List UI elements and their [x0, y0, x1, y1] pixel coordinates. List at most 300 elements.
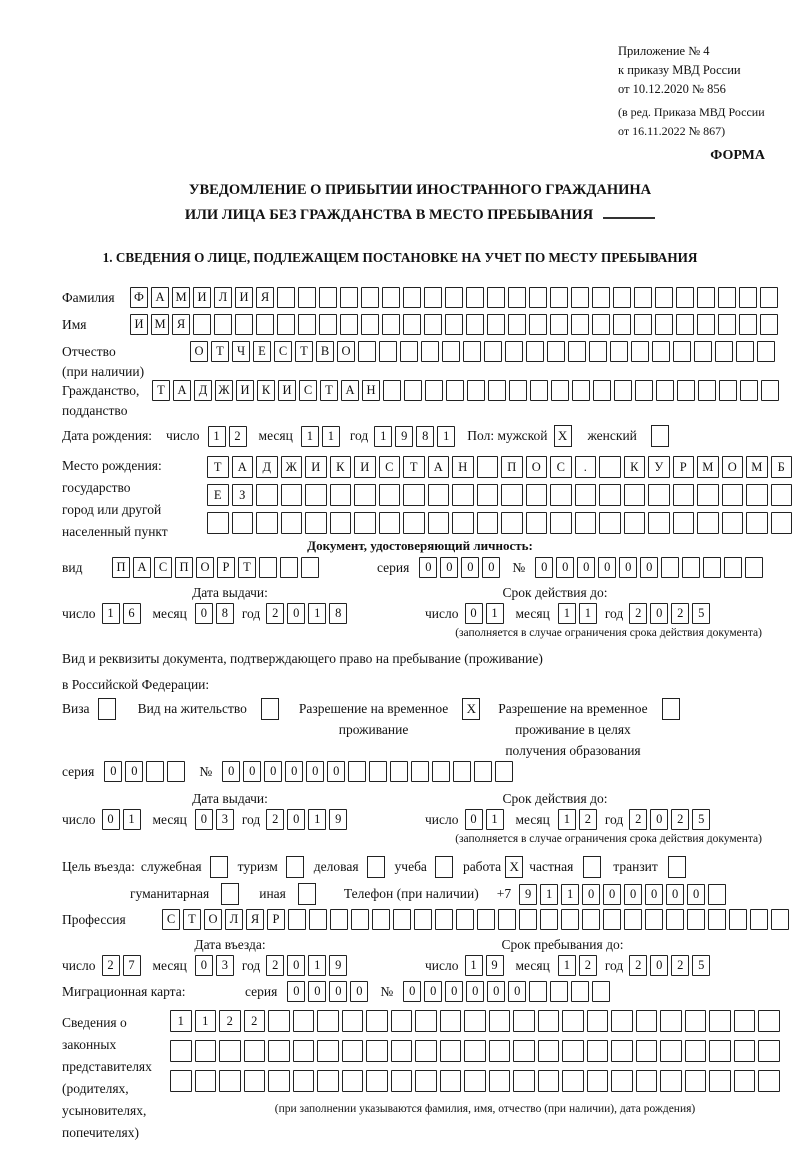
form-cell[interactable] — [474, 761, 492, 782]
form-cell[interactable]: 0 — [556, 557, 574, 578]
form-cell[interactable] — [636, 1010, 658, 1032]
form-cell[interactable]: 8 — [216, 603, 234, 624]
form-cell[interactable] — [508, 314, 526, 335]
form-cell[interactable] — [361, 314, 379, 335]
form-cell[interactable] — [372, 909, 390, 930]
form-cell[interactable]: 1 — [308, 603, 326, 624]
form-cell[interactable]: Ж — [281, 456, 303, 478]
form-cell[interactable] — [648, 512, 670, 534]
form-cell[interactable] — [256, 512, 278, 534]
form-cell[interactable]: 9 — [519, 884, 537, 905]
form-cell[interactable] — [550, 981, 568, 1002]
form-cell[interactable] — [540, 909, 558, 930]
form-cell[interactable]: 0 — [640, 557, 658, 578]
form-cell[interactable]: С — [162, 909, 180, 930]
form-cell[interactable]: 2 — [102, 955, 120, 976]
form-cell[interactable] — [603, 909, 621, 930]
form-cell[interactable]: 1 — [437, 426, 455, 447]
form-cell[interactable] — [587, 1040, 609, 1062]
form-cell[interactable] — [722, 484, 744, 506]
form-cell[interactable]: Я — [246, 909, 264, 930]
form-cell[interactable]: М — [746, 456, 768, 478]
form-cell[interactable] — [682, 557, 700, 578]
form-cell[interactable] — [421, 341, 439, 362]
form-cell[interactable] — [428, 512, 450, 534]
form-cell[interactable] — [655, 314, 673, 335]
form-cell[interactable]: К — [624, 456, 646, 478]
form-cell[interactable] — [495, 761, 513, 782]
form-cell[interactable]: Л — [214, 287, 232, 308]
form-cell[interactable]: 0 — [287, 809, 305, 830]
form-cell[interactable] — [489, 1040, 511, 1062]
form-cell[interactable]: 2 — [671, 955, 689, 976]
form-cell[interactable] — [708, 884, 726, 905]
form-cell[interactable]: 0 — [466, 981, 484, 1002]
form-cell[interactable]: 1 — [308, 809, 326, 830]
form-cell[interactable] — [509, 380, 527, 401]
form-cell[interactable]: Т — [183, 909, 201, 930]
form-cell[interactable] — [277, 314, 295, 335]
form-cell[interactable]: 0 — [329, 981, 347, 1002]
form-cell[interactable]: С — [550, 456, 572, 478]
form-cell[interactable]: Т — [403, 456, 425, 478]
form-cell[interactable] — [599, 484, 621, 506]
form-cell[interactable] — [244, 1040, 266, 1062]
form-cell[interactable] — [477, 456, 499, 478]
form-cell[interactable] — [456, 909, 474, 930]
form-cell[interactable] — [572, 380, 590, 401]
form-cell[interactable] — [746, 512, 768, 534]
form-cell[interactable] — [452, 512, 474, 534]
form-cell[interactable] — [550, 484, 572, 506]
form-cell[interactable]: 0 — [222, 761, 240, 782]
form-cell[interactable]: . — [575, 456, 597, 478]
form-cell[interactable]: 8 — [416, 426, 434, 447]
form-cell[interactable]: 0 — [104, 761, 122, 782]
form-cell[interactable] — [660, 1010, 682, 1032]
form-cell[interactable] — [660, 1070, 682, 1092]
form-cell[interactable] — [550, 314, 568, 335]
form-cell[interactable] — [298, 287, 316, 308]
form-cell[interactable] — [697, 512, 719, 534]
form-cell[interactable] — [393, 909, 411, 930]
form-cell[interactable] — [464, 1040, 486, 1062]
form-cell[interactable]: 0 — [264, 761, 282, 782]
form-cell[interactable]: 1 — [170, 1010, 192, 1032]
form-cell[interactable]: С — [299, 380, 317, 401]
form-cell[interactable]: 0 — [650, 955, 668, 976]
form-cell[interactable]: 2 — [629, 603, 647, 624]
form-cell[interactable] — [277, 287, 295, 308]
form-cell[interactable] — [305, 512, 327, 534]
form-cell[interactable]: 0 — [582, 884, 600, 905]
form-cell[interactable] — [342, 1040, 364, 1062]
form-cell[interactable] — [330, 484, 352, 506]
form-cell[interactable]: 9 — [486, 955, 504, 976]
form-cell[interactable] — [571, 981, 589, 1002]
sex-female-checkbox[interactable] — [651, 425, 669, 447]
form-cell[interactable] — [722, 512, 744, 534]
form-cell[interactable] — [167, 761, 185, 782]
form-cell[interactable] — [599, 456, 621, 478]
form-cell[interactable] — [342, 1010, 364, 1032]
form-cell[interactable] — [259, 557, 277, 578]
form-cell[interactable] — [758, 1010, 780, 1032]
form-cell[interactable] — [715, 341, 733, 362]
form-cell[interactable]: 0 — [287, 981, 305, 1002]
form-cell[interactable] — [477, 484, 499, 506]
form-cell[interactable] — [268, 1010, 290, 1032]
form-cell[interactable]: 5 — [692, 809, 710, 830]
form-cell[interactable] — [484, 341, 502, 362]
form-cell[interactable] — [358, 341, 376, 362]
form-cell[interactable]: 0 — [424, 981, 442, 1002]
form-cell[interactable]: И — [305, 456, 327, 478]
form-cell[interactable] — [624, 909, 642, 930]
form-cell[interactable] — [505, 341, 523, 362]
form-cell[interactable] — [760, 314, 778, 335]
form-cell[interactable] — [547, 341, 565, 362]
form-cell[interactable]: 3 — [216, 809, 234, 830]
form-cell[interactable] — [709, 1070, 731, 1092]
form-cell[interactable] — [464, 1010, 486, 1032]
form-cell[interactable] — [317, 1070, 339, 1092]
form-cell[interactable] — [697, 484, 719, 506]
temp-residence-education-checkbox[interactable] — [662, 698, 680, 720]
form-cell[interactable]: У — [648, 456, 670, 478]
form-cell[interactable]: 0 — [687, 884, 705, 905]
form-cell[interactable] — [428, 484, 450, 506]
form-cell[interactable] — [614, 380, 632, 401]
form-cell[interactable] — [342, 1070, 364, 1092]
form-cell[interactable]: 1 — [102, 603, 120, 624]
form-cell[interactable] — [634, 287, 652, 308]
form-cell[interactable]: О — [196, 557, 214, 578]
form-cell[interactable] — [718, 287, 736, 308]
form-cell[interactable]: 0 — [195, 809, 213, 830]
form-cell[interactable] — [305, 484, 327, 506]
form-cell[interactable]: Т — [238, 557, 256, 578]
form-cell[interactable] — [771, 909, 789, 930]
form-cell[interactable] — [685, 1040, 707, 1062]
purpose-official-checkbox[interactable] — [210, 856, 228, 878]
form-cell[interactable]: 0 — [650, 603, 668, 624]
form-cell[interactable]: 2 — [629, 955, 647, 976]
form-cell[interactable]: 0 — [287, 955, 305, 976]
form-cell[interactable]: 0 — [535, 557, 553, 578]
form-cell[interactable]: 0 — [350, 981, 368, 1002]
form-cell[interactable]: 1 — [301, 426, 319, 447]
form-cell[interactable] — [636, 1070, 658, 1092]
form-cell[interactable]: 2 — [266, 955, 284, 976]
form-cell[interactable] — [195, 1040, 217, 1062]
form-cell[interactable] — [562, 1010, 584, 1032]
form-cell[interactable] — [268, 1040, 290, 1062]
form-cell[interactable] — [592, 981, 610, 1002]
form-cell[interactable] — [635, 380, 653, 401]
form-cell[interactable] — [660, 1040, 682, 1062]
form-cell[interactable]: И — [354, 456, 376, 478]
form-cell[interactable] — [761, 380, 779, 401]
form-cell[interactable]: М — [151, 314, 169, 335]
form-cell[interactable] — [415, 1010, 437, 1032]
form-cell[interactable] — [771, 512, 793, 534]
form-cell[interactable]: Т — [295, 341, 313, 362]
form-cell[interactable]: А — [341, 380, 359, 401]
form-cell[interactable] — [513, 1040, 535, 1062]
form-cell[interactable]: 1 — [561, 884, 579, 905]
form-cell[interactable] — [442, 341, 460, 362]
form-cell[interactable] — [382, 287, 400, 308]
form-cell[interactable] — [571, 287, 589, 308]
form-cell[interactable]: К — [330, 456, 352, 478]
form-cell[interactable] — [575, 512, 597, 534]
form-cell[interactable]: Н — [362, 380, 380, 401]
form-cell[interactable]: О — [526, 456, 548, 478]
form-cell[interactable] — [526, 512, 548, 534]
purpose-work-checkbox[interactable]: X — [505, 856, 523, 878]
form-cell[interactable] — [411, 761, 429, 782]
form-cell[interactable] — [599, 512, 621, 534]
form-cell[interactable] — [281, 512, 303, 534]
form-cell[interactable]: 0 — [650, 809, 668, 830]
form-cell[interactable] — [256, 314, 274, 335]
form-cell[interactable] — [724, 557, 742, 578]
form-cell[interactable]: 0 — [125, 761, 143, 782]
form-cell[interactable]: 1 — [558, 809, 576, 830]
form-cell[interactable] — [379, 512, 401, 534]
form-cell[interactable] — [170, 1070, 192, 1092]
form-cell[interactable]: Б — [771, 456, 793, 478]
form-cell[interactable] — [513, 1070, 535, 1092]
form-cell[interactable] — [293, 1010, 315, 1032]
form-cell[interactable] — [351, 909, 369, 930]
form-cell[interactable]: С — [274, 341, 292, 362]
form-cell[interactable] — [489, 1070, 511, 1092]
form-cell[interactable] — [445, 314, 463, 335]
form-cell[interactable] — [703, 557, 721, 578]
form-cell[interactable] — [340, 287, 358, 308]
form-cell[interactable]: З — [232, 484, 254, 506]
form-cell[interactable]: 0 — [243, 761, 261, 782]
form-cell[interactable] — [404, 380, 422, 401]
form-cell[interactable]: О — [204, 909, 222, 930]
form-cell[interactable] — [383, 380, 401, 401]
form-cell[interactable]: 0 — [195, 955, 213, 976]
form-cell[interactable] — [538, 1010, 560, 1032]
form-cell[interactable] — [736, 341, 754, 362]
form-cell[interactable] — [467, 380, 485, 401]
form-cell[interactable] — [487, 314, 505, 335]
purpose-other-checkbox[interactable] — [298, 883, 316, 905]
form-cell[interactable] — [379, 341, 397, 362]
form-cell[interactable] — [709, 1010, 731, 1032]
visa-checkbox[interactable] — [98, 698, 116, 720]
form-cell[interactable] — [207, 512, 229, 534]
form-cell[interactable] — [489, 1010, 511, 1032]
form-cell[interactable] — [624, 484, 646, 506]
form-cell[interactable]: 0 — [287, 603, 305, 624]
form-cell[interactable] — [508, 287, 526, 308]
form-cell[interactable] — [391, 1070, 413, 1092]
form-cell[interactable]: 6 — [123, 603, 141, 624]
form-cell[interactable]: И — [278, 380, 296, 401]
form-cell[interactable] — [568, 341, 586, 362]
form-cell[interactable] — [440, 1040, 462, 1062]
form-cell[interactable] — [382, 314, 400, 335]
form-cell[interactable]: П — [501, 456, 523, 478]
form-cell[interactable] — [734, 1010, 756, 1032]
form-cell[interactable]: 1 — [486, 809, 504, 830]
form-cell[interactable] — [195, 1070, 217, 1092]
form-cell[interactable]: 2 — [219, 1010, 241, 1032]
form-cell[interactable]: 0 — [666, 884, 684, 905]
form-cell[interactable] — [676, 314, 694, 335]
form-cell[interactable] — [734, 1040, 756, 1062]
form-cell[interactable]: Ч — [232, 341, 250, 362]
form-cell[interactable] — [562, 1070, 584, 1092]
form-cell[interactable] — [538, 1040, 560, 1062]
form-cell[interactable]: 9 — [329, 955, 347, 976]
form-cell[interactable] — [477, 512, 499, 534]
form-cell[interactable]: 2 — [671, 809, 689, 830]
form-cell[interactable]: 5 — [692, 955, 710, 976]
form-cell[interactable] — [613, 314, 631, 335]
form-cell[interactable] — [739, 314, 757, 335]
form-cell[interactable] — [244, 1070, 266, 1092]
form-cell[interactable] — [366, 1070, 388, 1092]
form-cell[interactable] — [550, 512, 572, 534]
form-cell[interactable]: А — [232, 456, 254, 478]
form-cell[interactable] — [624, 512, 646, 534]
form-cell[interactable]: 0 — [195, 603, 213, 624]
form-cell[interactable] — [611, 1010, 633, 1032]
form-cell[interactable] — [452, 484, 474, 506]
form-cell[interactable] — [366, 1040, 388, 1062]
form-cell[interactable] — [391, 1010, 413, 1032]
form-cell[interactable] — [232, 512, 254, 534]
form-cell[interactable]: 2 — [266, 809, 284, 830]
purpose-study-checkbox[interactable] — [435, 856, 453, 878]
form-cell[interactable]: 1 — [558, 955, 576, 976]
purpose-business-checkbox[interactable] — [367, 856, 385, 878]
form-cell[interactable]: 0 — [403, 981, 421, 1002]
form-cell[interactable] — [440, 1010, 462, 1032]
form-cell[interactable]: 0 — [624, 884, 642, 905]
form-cell[interactable] — [758, 1040, 780, 1062]
form-cell[interactable] — [673, 341, 691, 362]
form-cell[interactable] — [435, 909, 453, 930]
form-cell[interactable] — [446, 380, 464, 401]
form-cell[interactable] — [694, 341, 712, 362]
form-cell[interactable]: Т — [152, 380, 170, 401]
form-cell[interactable]: 0 — [465, 809, 483, 830]
form-cell[interactable] — [354, 512, 376, 534]
form-cell[interactable] — [631, 341, 649, 362]
form-cell[interactable] — [268, 1070, 290, 1092]
form-cell[interactable] — [636, 1040, 658, 1062]
form-cell[interactable] — [464, 1070, 486, 1092]
form-cell[interactable]: О — [190, 341, 208, 362]
form-cell[interactable] — [661, 557, 679, 578]
form-cell[interactable] — [440, 1070, 462, 1092]
form-cell[interactable] — [219, 1040, 241, 1062]
form-cell[interactable]: Р — [267, 909, 285, 930]
form-cell[interactable]: С — [154, 557, 172, 578]
form-cell[interactable] — [466, 314, 484, 335]
form-cell[interactable] — [330, 909, 348, 930]
form-cell[interactable]: Ф — [130, 287, 148, 308]
form-cell[interactable] — [170, 1040, 192, 1062]
form-cell[interactable]: 0 — [603, 884, 621, 905]
form-cell[interactable] — [613, 287, 631, 308]
form-cell[interactable]: К — [257, 380, 275, 401]
form-cell[interactable] — [648, 484, 670, 506]
form-cell[interactable] — [488, 380, 506, 401]
form-cell[interactable] — [593, 380, 611, 401]
form-cell[interactable]: 1 — [558, 603, 576, 624]
form-cell[interactable]: Н — [452, 456, 474, 478]
form-cell[interactable]: 0 — [645, 884, 663, 905]
form-cell[interactable]: И — [235, 287, 253, 308]
form-cell[interactable] — [424, 287, 442, 308]
form-cell[interactable] — [652, 341, 670, 362]
form-cell[interactable] — [466, 287, 484, 308]
form-cell[interactable] — [146, 761, 164, 782]
form-cell[interactable]: Ж — [215, 380, 233, 401]
form-cell[interactable] — [256, 484, 278, 506]
form-cell[interactable]: Д — [256, 456, 278, 478]
form-cell[interactable] — [589, 341, 607, 362]
form-cell[interactable] — [235, 314, 253, 335]
form-cell[interactable]: В — [316, 341, 334, 362]
form-cell[interactable]: М — [697, 456, 719, 478]
form-cell[interactable] — [676, 287, 694, 308]
form-cell[interactable]: 0 — [482, 557, 500, 578]
form-cell[interactable]: 1 — [123, 809, 141, 830]
form-cell[interactable] — [403, 287, 421, 308]
form-cell[interactable] — [330, 512, 352, 534]
form-cell[interactable] — [656, 380, 674, 401]
form-cell[interactable]: Я — [172, 314, 190, 335]
form-cell[interactable]: И — [236, 380, 254, 401]
form-cell[interactable] — [463, 341, 481, 362]
form-cell[interactable] — [592, 314, 610, 335]
form-cell[interactable] — [687, 909, 705, 930]
form-cell[interactable] — [697, 287, 715, 308]
form-cell[interactable] — [587, 1010, 609, 1032]
form-cell[interactable] — [771, 484, 793, 506]
form-cell[interactable]: 2 — [266, 603, 284, 624]
form-cell[interactable] — [526, 484, 548, 506]
form-cell[interactable] — [645, 909, 663, 930]
form-cell[interactable]: 1 — [308, 955, 326, 976]
form-cell[interactable] — [400, 341, 418, 362]
form-cell[interactable] — [214, 314, 232, 335]
form-cell[interactable] — [610, 341, 628, 362]
form-cell[interactable]: 0 — [445, 981, 463, 1002]
form-cell[interactable] — [750, 909, 768, 930]
form-cell[interactable] — [390, 761, 408, 782]
form-cell[interactable] — [673, 484, 695, 506]
form-cell[interactable]: 0 — [461, 557, 479, 578]
form-cell[interactable]: С — [379, 456, 401, 478]
form-cell[interactable] — [301, 557, 319, 578]
form-cell[interactable] — [354, 484, 376, 506]
form-cell[interactable] — [432, 761, 450, 782]
form-cell[interactable] — [685, 1010, 707, 1032]
purpose-tourism-checkbox[interactable] — [286, 856, 304, 878]
